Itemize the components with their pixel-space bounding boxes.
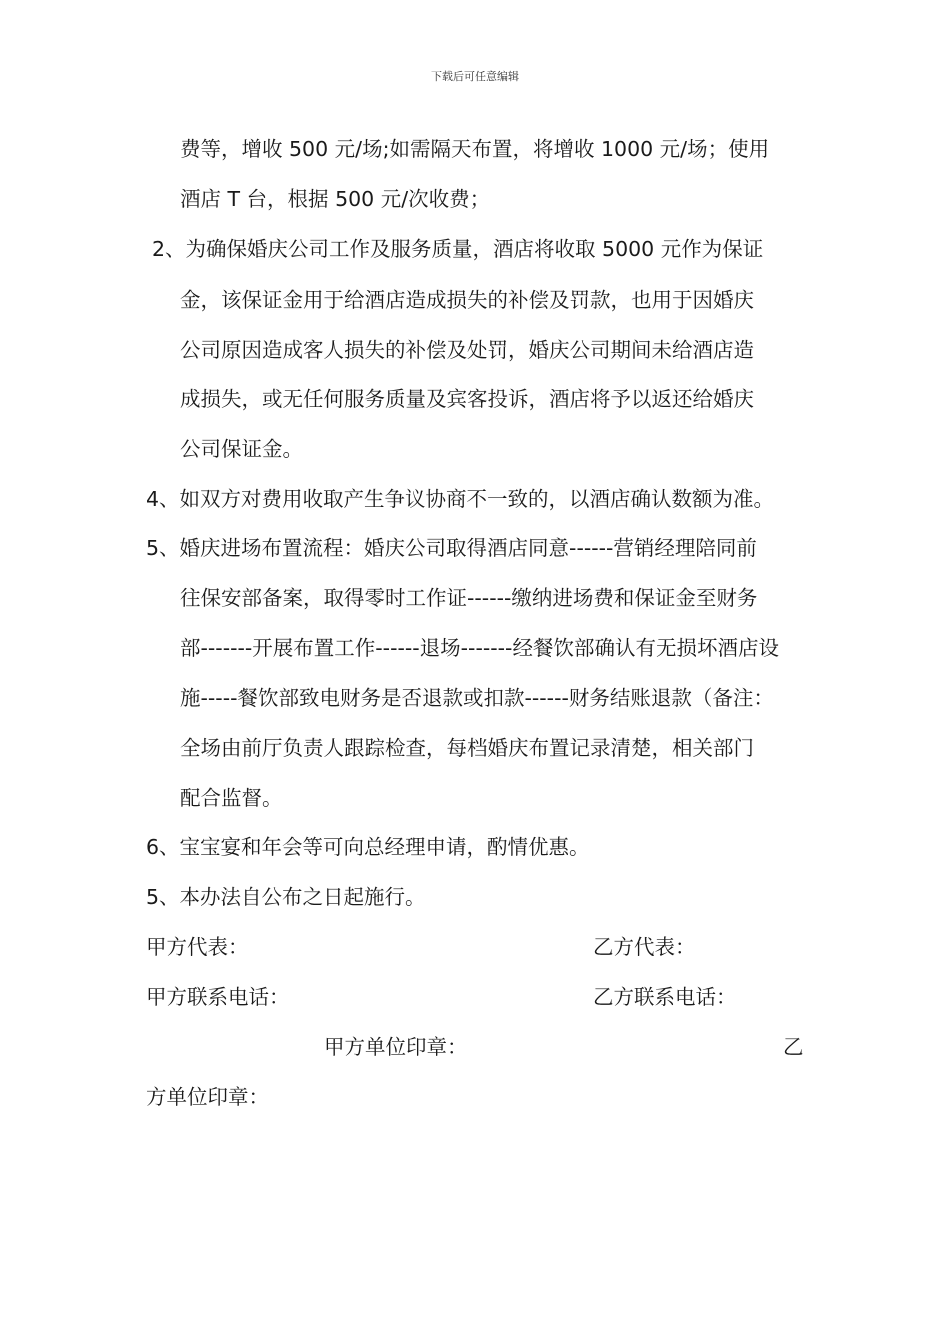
list-item-5: 5、婚庆进场布置流程：婚庆公司取得酒店同意------营销经理陪同前 (146, 536, 757, 560)
party-b-rep-label: 乙方代表： (593, 935, 696, 959)
paragraph-line: 部-------开展布置工作------退场-------经餐饮部确认有无损坏酒店设 (180, 636, 779, 660)
paragraph-line: 成损失，或无任何服务质量及宾客投诉，酒店将予以返还给婚庆 (180, 387, 754, 411)
party-b-seal-label-start: 乙 (783, 1035, 804, 1059)
paragraph-line: 往保安部备案，取得零时工作证------缴纳进场费和保证金至财务 (180, 586, 758, 610)
list-item-4: 4、如双方对费用收取产生争议协商不一致的，以酒店确认数额为准。 (146, 487, 775, 511)
list-item-2: 2、为确保婚庆公司工作及服务质量，酒店将收取 5000 元作为保证 (152, 237, 764, 261)
party-b-phone-label: 乙方联系电话： (593, 985, 737, 1009)
paragraph-line: 施-----餐饮部致电财务是否退款或扣款------财务结账退款（备注： (180, 686, 774, 710)
paragraph-line: 全场由前厅负责人跟踪检查，每档婚庆布置记录清楚，相关部门 (180, 736, 754, 760)
party-a-seal-label: 甲方单位印章： (324, 1035, 468, 1059)
paragraph-line: 配合监督。 (180, 786, 283, 810)
paragraph-line: 费等，增收 500 元/场;如需隔天布置，将增收 1000 元/场；使用 (180, 137, 770, 161)
paragraph-line: 酒店 T 台，根据 500 元/次收费； (180, 187, 491, 211)
list-item-6: 6、宝宝宴和年会等可向总经理申请，酌情优惠。 (146, 835, 590, 859)
page-header: 下载后可任意编辑 (431, 70, 519, 83)
list-item-5b: 5、本办法自公布之日起施行。 (146, 885, 426, 909)
party-a-rep-label: 甲方代表： (146, 935, 249, 959)
party-b-seal-label-end: 方单位印章： (146, 1085, 269, 1109)
party-a-phone-label: 甲方联系电话： (146, 985, 290, 1009)
paragraph-line: 公司原因造成客人损失的补偿及处罚，婚庆公司期间未给酒店造 (180, 338, 754, 362)
paragraph-line: 金，该保证金用于给酒店造成损失的补偿及罚款，也用于因婚庆 (180, 288, 754, 312)
paragraph-line: 公司保证金。 (180, 437, 303, 461)
